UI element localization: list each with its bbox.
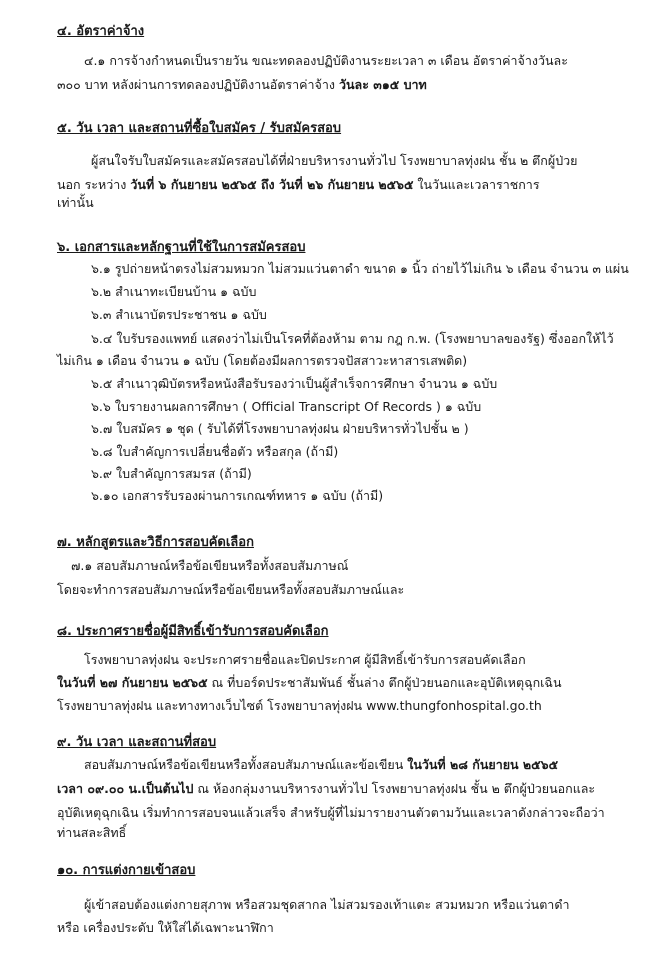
section-9-line-1-text: สอบสัมภาษณ์หรือข้อเขียนหรือทั้งสอบสัมภาษณ์และข้อเขียน — [84, 757, 408, 772]
section-5-line-3: เท่านั้น — [57, 195, 94, 210]
section-7-heading: ๗. หลักสูตรและวิธีการสอบคัดเลือก — [57, 535, 254, 550]
section-9-line-2 — [57, 781, 595, 797]
section-8-line-3: โรงพยาบาลทุ่งฝน และทางทางเว็บไซต์ โรงพยาบาลทุ่งฝน www.thungfonhospital.go.th — [57, 698, 542, 713]
section-8-line-2-text: ณ ที่บอร์ดประชาสัมพันธ์ ชั้นล่าง ตึกผู้ป่วยนอกและอุบัติเหตุฉุกเฉิน — [207, 675, 562, 690]
section-7-line-1: ๗.๑ สอบสัมภาษณ์หรือข้อเขียนหรือทั้งสอบสัมภาษณ์ — [71, 558, 349, 573]
section-5-line-2-text: นอก ระหว่าง — [57, 177, 131, 192]
section-4-line-2-text: ๓๐๐ บาท หลังผ่านการทดลองปฏิบัติงานอัตราค่าจ้าง — [57, 77, 339, 92]
section-5-line-2 — [57, 177, 540, 193]
application-period: วันที่ ๖ กันยายน ๒๕๖๕ ถึง วันที่ ๒๖ กันยายน ๒๕๖๕ — [130, 177, 414, 192]
section-4-line-2 — [57, 77, 427, 93]
section-5-line-1: ผู้สนใจรับใบสมัครและสมัครสอบได้ที่ฝ่ายบริหารงานทั่วไป โรงพยาบาลทุ่งฝน ชั้น ๒ ตึกผู้ป่วย — [91, 153, 578, 168]
section-6-item: ๖.๓ สำเนาบัตรประชาชน ๑ ฉบับ — [91, 307, 267, 322]
section-6-item: ๖.๑ รูปถ่ายหน้าตรงไม่สวมหมวก ไม่สวมแว่นตาดำ ขนาด ๑ นิ้ว ถ่ายไว้ไม่เกิน ๖ เดือน จำนวน ๓ แผ่น — [91, 261, 629, 276]
section-7-line-2: โดยจะทำการสอบสัมภาษณ์หรือข้อเขียนหรือทั้งสอบสัมภาษณ์และ — [57, 582, 405, 597]
section-8-line-2 — [57, 675, 561, 691]
section-9-line-3: อุบัติเหตุฉุกเฉิน เริ่มทำการสอบจนแล้วเสร็จ สำหรับผู้ที่ไม่มารายงานตัวตามวันและเวลาดังกล่าวจะถือว่า — [57, 805, 605, 820]
exam-time: เวลา ๐๙.๐๐ น.เป็นต้นไป — [57, 781, 194, 796]
exam-date: ในวันที่ ๒๘ กันยายน ๒๕๖๕ — [407, 757, 559, 772]
section-5-heading: ๕. วัน เวลา และสถานที่ซื้อใบสมัคร / รับสมัครสอบ — [57, 121, 342, 136]
section-6-item: ๖.๔ ใบรับรองแพทย์ แสดงว่าไม่เป็นโรคที่ต้องห้าม ตาม กฎ ก.พ. (โรงพยาบาลของรัฐ) ซึ่งออกให้ไว้ — [91, 331, 614, 346]
section-9-line-4: ท่านสละสิทธิ์ — [57, 825, 127, 840]
section-6-item: ๖.๒ สำเนาทะเบียนบ้าน ๑ ฉบับ — [91, 284, 257, 299]
section-5-line-2-tail: ในวันและเวลาราชการ — [413, 177, 540, 192]
section-10-heading: ๑๐. การแต่งกายเข้าสอบ — [57, 863, 196, 878]
section-9-heading: ๙. วัน เวลา และสถานที่สอบ — [57, 735, 217, 750]
announcement-date: ในวันที่ ๒๗ กันยายน ๒๕๖๕ — [57, 675, 208, 690]
section-9-line-1 — [84, 757, 558, 773]
section-6-item: ๖.๘ ใบสำคัญการเปลี่ยนชื่อตัว หรือสกุล (ถ้ามี) — [91, 444, 339, 459]
section-6-item: ๖.๑๐ เอกสารรับรองผ่านการเกณฑ์ทหาร ๑ ฉบับ (ถ้ามี) — [91, 488, 384, 503]
section-6-item: ๖.๖ ใบรายงานผลการศึกษา ( Official Transcript Of Records ) ๑ ฉบับ — [91, 399, 482, 414]
section-10-line-2: หรือ เครื่องประดับ ให้ใส่ได้เฉพาะนาฬิกา — [57, 920, 274, 935]
section-8-line-1: โรงพยาบาลทุ่งฝน จะประกาศรายชื่อและปิดประกาศ ผู้มีสิทธิ์เข้ารับการสอบคัดเลือก — [84, 652, 526, 667]
section-4-line-1: ๔.๑ การจ้างกำหนดเป็นรายวัน ขณะทดลองปฏิบัติงานระยะเวลา ๓ เดือน อัตราค่าจ้างวันละ — [84, 53, 568, 68]
daily-wage-amount: วันละ ๓๑๕ บาท — [338, 77, 427, 92]
section-6-item: ๖.๕ สำเนาวุฒิบัตรหรือหนังสือรับรองว่าเป็นผู้สำเร็จการศึกษา จำนวน ๑ ฉบับ — [91, 376, 498, 391]
section-4-heading: ๔. อัตราค่าจ้าง — [57, 24, 145, 39]
section-6-item: ๖.๙ ใบสำคัญการสมรส (ถ้ามี) — [91, 466, 252, 481]
section-6-item: ๖.๗ ใบสมัคร ๑ ชุด ( รับได้ที่โรงพยาบาลทุ่งฝน ฝ่ายบริหารทั่วไปชั้น ๒ ) — [91, 421, 469, 436]
section-8-heading: ๘. ประกาศรายชื่อผู้มีสิทธิ์เข้ารับการสอบคัดเลือก — [57, 624, 329, 639]
section-10-line-1: ผู้เข้าสอบต้องแต่งกายสุภาพ หรือสวมชุดสากล ไม่สวมรองเท้าแตะ สวมหมวก หรือแว่นตาดำ — [84, 897, 570, 912]
section-9-line-2-text: ณ ห้องกลุ่มงานบริหารงานทั่วไป โรงพยาบาลทุ่งฝน ชั้น ๒ ตึกผู้ป่วยนอกและ — [193, 781, 596, 796]
section-6-heading: ๖. เอกสารและหลักฐานที่ใช้ในการสมัครสอบ — [57, 240, 306, 255]
section-6-item: ไม่เกิน ๑ เดือน จำนวน ๑ ฉบับ (โดยต้องมีผลการตรวจปัสสาวะหาสารเสพติด) — [57, 353, 468, 368]
